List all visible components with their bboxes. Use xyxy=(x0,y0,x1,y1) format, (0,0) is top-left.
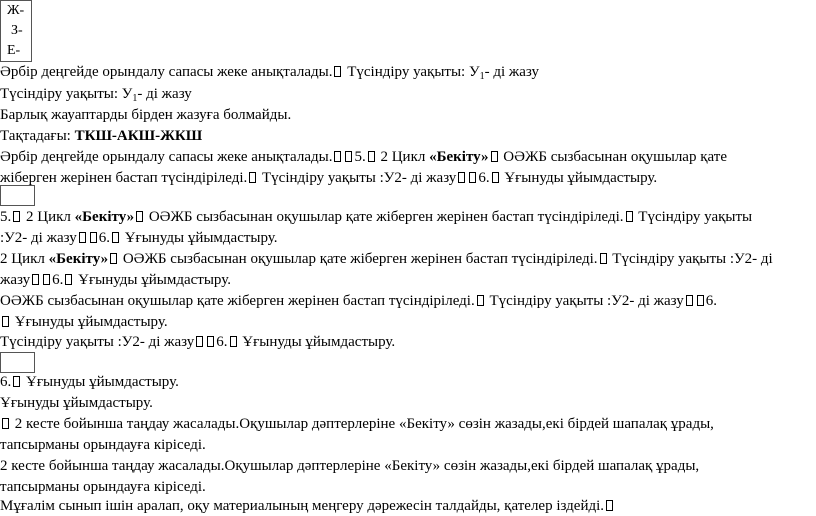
missing-glyph-icon xyxy=(230,336,237,347)
line8-part-c: Ұғынуды ұйымдастыру. xyxy=(120,230,278,246)
missing-glyph-icon xyxy=(600,253,607,264)
text-line-5 xyxy=(0,147,727,167)
line6-part-a: жіберген жерінен бастап түсіндіріледі. xyxy=(0,170,248,186)
missing-glyph-icon xyxy=(368,151,375,162)
line9-part-d: Түсіндіру уақыты :У2- ді xyxy=(608,251,773,267)
line10-part-a: жазу xyxy=(0,272,31,288)
line13-part-a: Түсіндіру уақыты :У2- ді жазу xyxy=(0,334,195,350)
text-line-4 xyxy=(0,126,202,146)
text-line-13 xyxy=(0,332,395,352)
line1-part-d: - ді жазу xyxy=(484,64,540,80)
missing-glyph-icon xyxy=(686,295,693,306)
line7-part-d: ОӘЖБ сызбасынан оқушылар қате жіберген жерінен бастап түсіндіріледі. xyxy=(145,209,624,225)
text-line-8 xyxy=(0,228,278,248)
empty-box xyxy=(0,352,35,373)
line8-part-b: 6. xyxy=(98,230,110,246)
missing-glyph-icon xyxy=(2,418,9,429)
line1-part-a: Әрбір деңгейде орындалу сапасы жеке анықталады. xyxy=(0,64,333,80)
missing-glyph-icon xyxy=(458,172,465,183)
text-line-3: Барлық жауаптарды бірден жазуға болмайды. xyxy=(0,107,292,123)
line6-part-d: Ұғынуды ұйымдастыру. xyxy=(500,170,658,186)
missing-glyph-icon xyxy=(697,295,704,306)
text-line-15: Ұғынуды ұйымдастыру. xyxy=(0,395,153,411)
line5-bold: «Бекіту» xyxy=(429,149,489,165)
line8-part-a: :У2- ді жазу xyxy=(0,230,77,246)
missing-glyph-icon xyxy=(207,336,214,347)
missing-glyph-icon xyxy=(469,172,476,183)
line13-part-c: Ұғынуды ұйымдастыру. xyxy=(238,334,396,350)
cell-line-zh: Ж- xyxy=(7,3,25,18)
missing-glyph-icon xyxy=(32,274,39,285)
line9-part-c: ОӘЖБ сызбасынан оқушылар қате жіберген жерінен бастап түсіндіріледі. xyxy=(119,251,598,267)
line5-part-e: ОӘЖБ сызбасынан оқушылар қате xyxy=(499,149,727,165)
missing-glyph-icon xyxy=(334,151,341,162)
line1-subscript: 1 xyxy=(479,71,485,82)
line2-part-a: Түсіндіру уақыты: У xyxy=(0,86,133,102)
line4-part-a: Тақтадағы: xyxy=(0,128,75,144)
text-line-6 xyxy=(0,168,657,188)
missing-glyph-icon xyxy=(2,316,9,327)
missing-glyph-icon xyxy=(110,253,117,264)
header-cell-box xyxy=(0,0,32,62)
line10-part-b: 6. xyxy=(52,272,64,288)
text-line-20 xyxy=(0,496,615,516)
missing-glyph-icon xyxy=(112,232,119,243)
text-line-14 xyxy=(0,372,179,392)
text-line-12 xyxy=(0,312,168,332)
missing-glyph-icon xyxy=(65,274,72,285)
line7-part-e: Түсіндіру уақыты xyxy=(634,209,753,225)
line11-part-b: Түсіндіру уақыты :У2- ді жазу xyxy=(485,293,684,309)
line4-bold: ТКШ-АКШ-ЖКШ xyxy=(74,128,203,144)
line2-part-c: - ді жазу xyxy=(137,86,192,102)
line9-part-a: 2 Цикл xyxy=(0,251,49,267)
line7-part-a: 5. xyxy=(0,209,12,225)
missing-glyph-icon xyxy=(13,376,20,387)
missing-glyph-icon xyxy=(626,211,633,222)
line16-part-a: 2 кесте бойынша таңдау жасалады.Оқушылар дәптерлеріне «Бекіту» сөзін жазады,екі бірдей шапалақ ұрады, xyxy=(11,416,714,432)
text-line-7 xyxy=(0,207,752,227)
line6-part-c: 6. xyxy=(478,170,490,186)
missing-glyph-icon xyxy=(345,151,352,162)
missing-glyph-icon xyxy=(79,232,86,243)
missing-glyph-icon xyxy=(249,172,256,183)
text-line-1 xyxy=(0,62,539,82)
missing-glyph-icon xyxy=(492,172,499,183)
line5-part-a: Әрбір деңгейде орындалу сапасы жеке анықталады. xyxy=(0,149,333,165)
text-line-19: тапсырманы орындауға кіріседі. xyxy=(0,479,206,495)
line14-part-a: 6. xyxy=(0,374,12,390)
line13-part-b: 6. xyxy=(216,334,228,350)
text-line-2 xyxy=(0,84,192,104)
line5-part-c: 2 Цикл xyxy=(376,149,430,165)
missing-glyph-icon xyxy=(90,232,97,243)
missing-glyph-icon xyxy=(491,151,498,162)
missing-glyph-icon xyxy=(477,295,484,306)
line9-bold: «Бекіту» xyxy=(48,251,109,267)
line7-part-b: 2 Цикл xyxy=(22,209,75,225)
text-line-17: тапсырманы орындауға кіріседі. xyxy=(0,437,206,453)
missing-glyph-icon xyxy=(606,500,613,511)
line11-part-a: ОӘЖБ сызбасынан оқушылар қате жіберген жерінен бастап түсіндіріледі. xyxy=(0,293,475,309)
text-line-16 xyxy=(0,414,714,434)
line2-subscript: 1 xyxy=(132,93,138,104)
line7-bold: «Бекіту» xyxy=(74,209,135,225)
line1-part-b: Түсіндіру уақыты: У xyxy=(343,64,480,80)
line10-part-c: Ұғынуды ұйымдастыру. xyxy=(74,272,231,288)
line20-part-a: Мұғалім сынып ішін аралап, оқу материалының меңгеру дәрежесін талдайды, қателер іздейді. xyxy=(0,498,605,514)
missing-glyph-icon xyxy=(136,211,143,222)
line11-part-c: 6. xyxy=(705,293,718,309)
missing-glyph-icon xyxy=(196,336,203,347)
text-line-18: 2 кесте бойынша таңдау жасалады.Оқушылар дәптерлеріне «Бекіту» сөзін жазады,екі бірдей шапалақ ұрады, xyxy=(0,458,700,474)
missing-glyph-icon xyxy=(13,211,20,222)
empty-box xyxy=(0,185,35,206)
cell-line-z: З- xyxy=(11,23,23,38)
line5-part-b: 5. xyxy=(354,149,366,165)
missing-glyph-icon xyxy=(43,274,50,285)
missing-glyph-icon xyxy=(334,66,341,77)
line6-part-b: Түсіндіру уақыты :У2- ді жазу xyxy=(258,170,457,186)
line12-part-a: Ұғынуды ұйымдастыру. xyxy=(11,314,168,330)
cell-line-e: Е- xyxy=(7,43,21,58)
text-line-9 xyxy=(0,249,773,269)
text-line-10 xyxy=(0,270,231,290)
line14-part-b: Ұғынуды ұйымдастыру. xyxy=(22,374,179,390)
text-line-11 xyxy=(0,291,717,311)
